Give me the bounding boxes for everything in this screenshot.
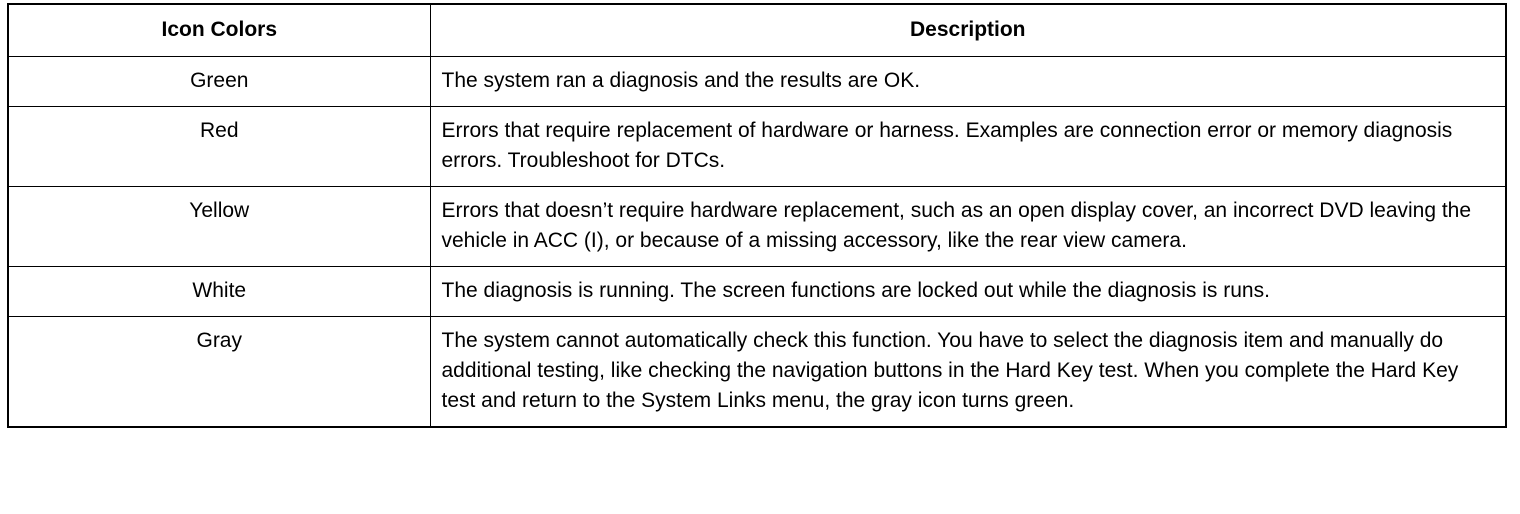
row-description: The diagnosis is running. The screen functions are locked out while the diagnosis is runs.: [430, 266, 1506, 316]
table-row: [8, 56, 1506, 106]
row-description: The system ran a diagnosis and the results are OK.: [430, 56, 1506, 106]
row-description: Errors that require replacement of hardware or harness. Examples are connection error or memory diagnosis errors. Troubleshoot for DTCs.: [430, 106, 1506, 186]
row-description: Errors that doesn’t require hardware replacement, such as an open display cover, an incorrect DVD leaving the vehicle in ACC (I), or because of a missing accessory, like the rear view camera.: [430, 186, 1506, 266]
row-description: The system cannot automatically check this function. You have to select the diagnosis item and manually do additional testing, like checking the navigation buttons in the Hard Key test. When you complete the Hard Key test and return to the System Links menu, the gray icon turns green.: [430, 316, 1506, 427]
icon-colors-table: [7, 3, 1507, 428]
row-color-red: Red: [8, 106, 430, 186]
table-row: [8, 266, 1506, 316]
header-icon-colors: Icon Colors: [8, 4, 430, 56]
row-color-yellow: Yellow: [8, 186, 430, 266]
row-color-white: White: [8, 266, 430, 316]
table-row: [8, 106, 1506, 186]
row-color-gray: Gray: [8, 316, 430, 427]
table-row: [8, 316, 1506, 427]
table-row: [8, 186, 1506, 266]
table-header-row: [8, 4, 1506, 56]
row-color-green: Green: [8, 56, 430, 106]
header-description: Description: [430, 4, 1506, 56]
